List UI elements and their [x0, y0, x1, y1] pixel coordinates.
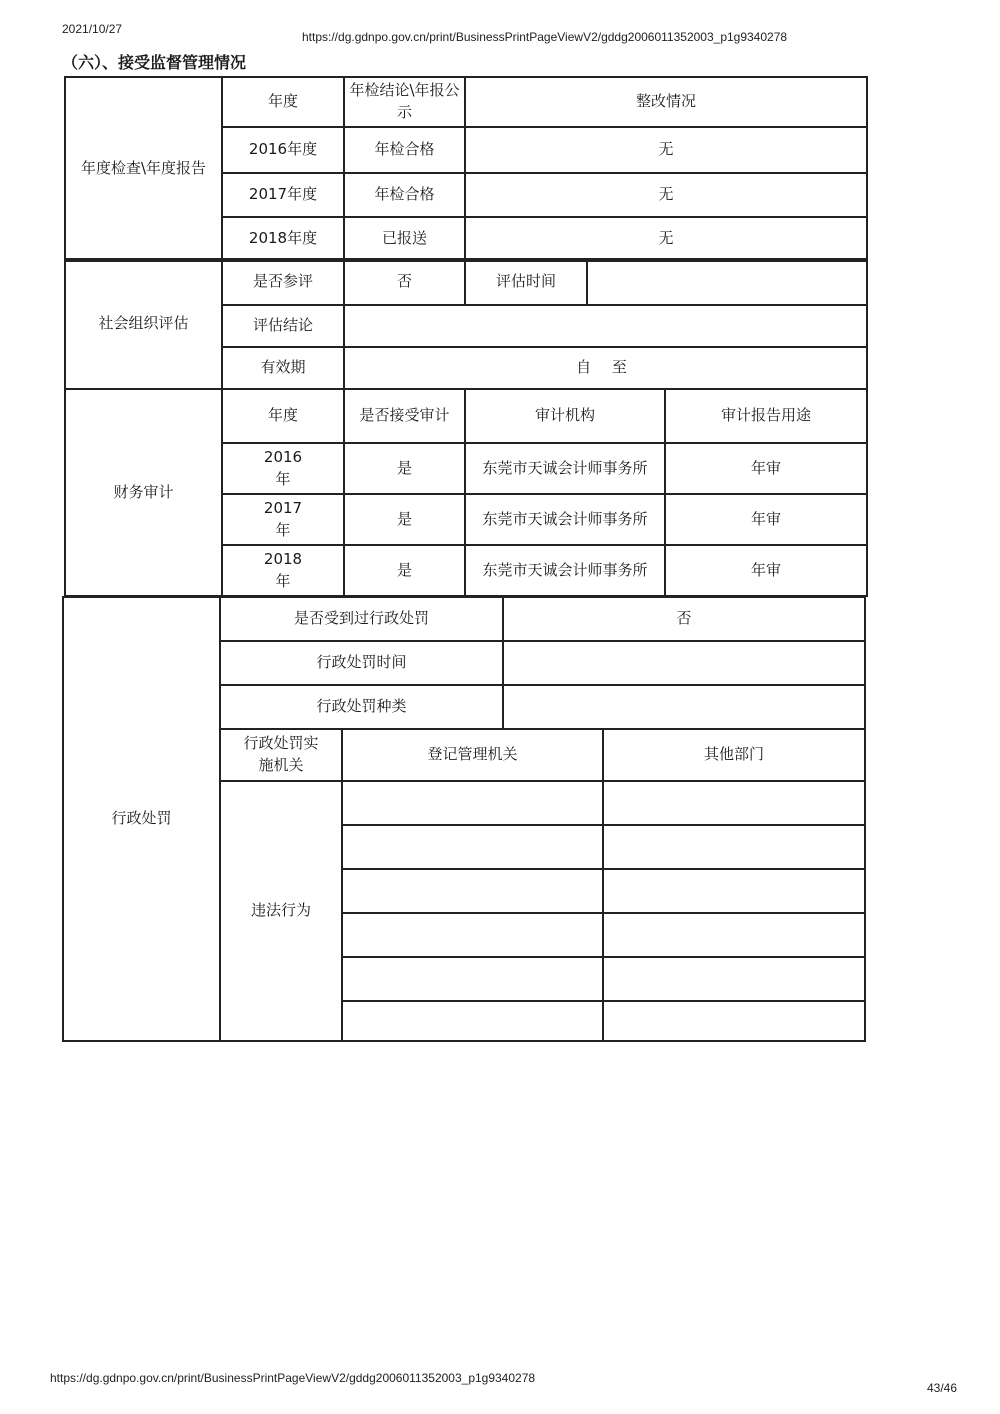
audit-section-label: 财务审计: [65, 389, 222, 596]
audit-year: 2017年: [222, 494, 344, 545]
evaluation-conclusion-value: [344, 305, 867, 347]
violation-cell: [342, 1001, 603, 1041]
annual-conclusion: 已报送: [344, 217, 465, 261]
audit-purpose: 年审: [665, 494, 867, 545]
audit-purpose: 年审: [665, 443, 867, 494]
penalty-received-label: 是否受到过行政处罚: [220, 597, 503, 641]
violation-cell: [342, 913, 603, 957]
audit-header-purpose: 审计报告用途: [665, 389, 867, 443]
footer-url: https://dg.gdnpo.gov.cn/print/BusinessPrintPageViewV2/gddg2006011352003_p1g9340278: [50, 1371, 536, 1385]
annual-year: 2016年度: [222, 127, 344, 173]
penalty-time-label: 行政处罚时间: [220, 641, 503, 685]
audit-agency: 东莞市天诚会计师事务所: [465, 494, 665, 545]
section-title: （六）、接受监督管理情况: [62, 53, 247, 72]
penalty-agency-header-other: 其他部门: [603, 729, 865, 781]
annual-rectification: 无: [465, 127, 867, 173]
annual-year: 2018年度: [222, 217, 344, 261]
annual-inspection-table: [64, 76, 868, 262]
penalty-agency-label: 行政处罚实施机关: [220, 729, 342, 781]
annual-year: 2017年度: [222, 173, 344, 217]
evaluation-table: [64, 258, 868, 390]
evaluation-time-value: [587, 259, 867, 305]
penalty-violation-label: 违法行为: [220, 781, 342, 1041]
audit-audited: 是: [344, 494, 465, 545]
evaluation-participated-value: 否: [344, 259, 465, 305]
violation-cell: [342, 869, 603, 913]
audit-header-year: 年度: [222, 389, 344, 443]
annual-conclusion: 年检合格: [344, 173, 465, 217]
violation-cell: [342, 957, 603, 1001]
violation-cell: [603, 869, 865, 913]
header-url: https://dg.gdnpo.gov.cn/print/BusinessPrintPageViewV2/gddg2006011352003_p1g9340278: [302, 30, 788, 44]
audit-year: 2018年: [222, 545, 344, 596]
audit-agency: 东莞市天诚会计师事务所: [465, 443, 665, 494]
audit-header-agency: 审计机构: [465, 389, 665, 443]
violation-cell: [603, 825, 865, 869]
penalty-agency-header-registration: 登记管理机关: [342, 729, 603, 781]
annual-header-conclusion: 年检结论\年报公示: [344, 77, 465, 127]
evaluation-conclusion-label: 评估结论: [222, 305, 344, 347]
evaluation-time-label: 评估时间: [465, 259, 587, 305]
penalty-type-label: 行政处罚种类: [220, 685, 503, 729]
annual-rectification: 无: [465, 173, 867, 217]
evaluation-validity-label: 有效期: [222, 347, 344, 389]
audit-purpose: 年审: [665, 545, 867, 596]
annual-header-rectification: 整改情况: [465, 77, 867, 127]
annual-conclusion: 年检合格: [344, 127, 465, 173]
violation-cell: [603, 781, 865, 825]
violation-cell: [342, 825, 603, 869]
header-date: 2021/10/27: [62, 22, 123, 36]
penalty-time-value: [503, 641, 865, 685]
annual-rectification: 无: [465, 217, 867, 261]
audit-table: [64, 388, 868, 597]
penalty-type-value: [503, 685, 865, 729]
audit-header-audited: 是否接受审计: [344, 389, 465, 443]
violation-cell: [342, 781, 603, 825]
evaluation-participated-label: 是否参评: [222, 259, 344, 305]
violation-cell: [603, 957, 865, 1001]
annual-header-year: 年度: [222, 77, 344, 127]
violation-cell: [603, 1001, 865, 1041]
annual-section-label: 年度检查\年度报告: [65, 77, 222, 261]
audit-audited: 是: [344, 545, 465, 596]
evaluation-section-label: 社会组织评估: [65, 259, 222, 389]
audit-year: 2016年: [222, 443, 344, 494]
penalty-section-label: 行政处罚: [63, 597, 220, 1041]
footer-page-number: 43/46: [927, 1381, 958, 1395]
penalty-received-value: 否: [503, 597, 865, 641]
penalty-table: [62, 596, 866, 1042]
violation-cell: [603, 913, 865, 957]
audit-agency: 东莞市天诚会计师事务所: [465, 545, 665, 596]
audit-audited: 是: [344, 443, 465, 494]
evaluation-validity-value: 自 至: [344, 347, 867, 389]
